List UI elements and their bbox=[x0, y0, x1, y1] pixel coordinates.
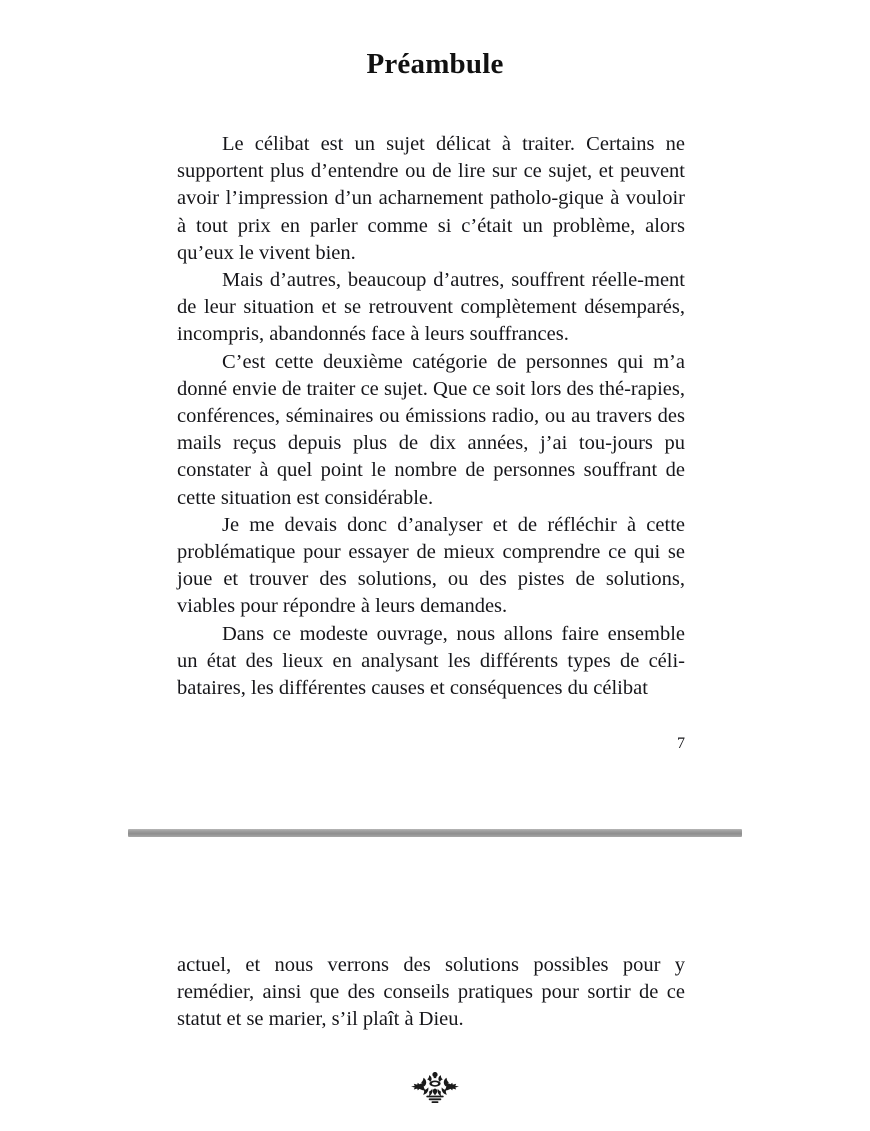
paragraph: Le célibat est un sujet délicat à traiter. Certains ne supportent plus d’entendre ou de lire sur ce sujet, et peuvent avoir l’impression d’un acharnement patholo-gique à vouloir à tout prix en parler comme si c’était un problème, alors qu’eux le vivent bien. bbox=[177, 133, 685, 264]
paragraph: Dans ce modeste ouvrage, nous allons faire ensemble un état des lieux en analysant les différents types de céli-bataires, les différentes causes et conséquences du célibat bbox=[177, 622, 685, 700]
paragraph: Mais d’autres, beaucoup d’autres, souffrent réelle-ment de leur situation et se retrouvent complètement désemparés, incompris, abandonnés face à leurs souffrances. bbox=[177, 269, 685, 346]
page-title: Préambule bbox=[366, 48, 504, 80]
page-number: 7 bbox=[677, 735, 685, 752]
page-separator-bar bbox=[128, 829, 742, 837]
body-text-column bbox=[177, 131, 685, 702]
paragraph: actuel, et nous verrons des solutions possibles pour y remédier, ainsi que des conseils pratiques pour sortir de ce statut et se marier, s’il plaît à Dieu. bbox=[177, 954, 685, 1031]
paragraph: Je me devais donc d’analyser et de réfléchir à cette problématique pour essayer de mieux comprendre ce qui se joue et trouver des solutions, ou des pistes de solutions, viables pour répondre à leurs demandes. bbox=[177, 513, 685, 618]
page-bottom-scan bbox=[0, 870, 870, 1131]
body-text-column-continued bbox=[177, 952, 685, 1034]
fleuron-ornament bbox=[0, 1070, 870, 1104]
paragraph: C’est cette deuxième catégorie de personnes qui m’a donné envie de traiter ce sujet. Que ce soit lors des thé-rapies, conférences, séminaires ou émissions radio, ou au travers des mails reçus depuis plus de dix années, j’ai tou-jours pu constater à quel point le nombre de personnes souffrant de cette situation est considérable. bbox=[177, 350, 685, 509]
